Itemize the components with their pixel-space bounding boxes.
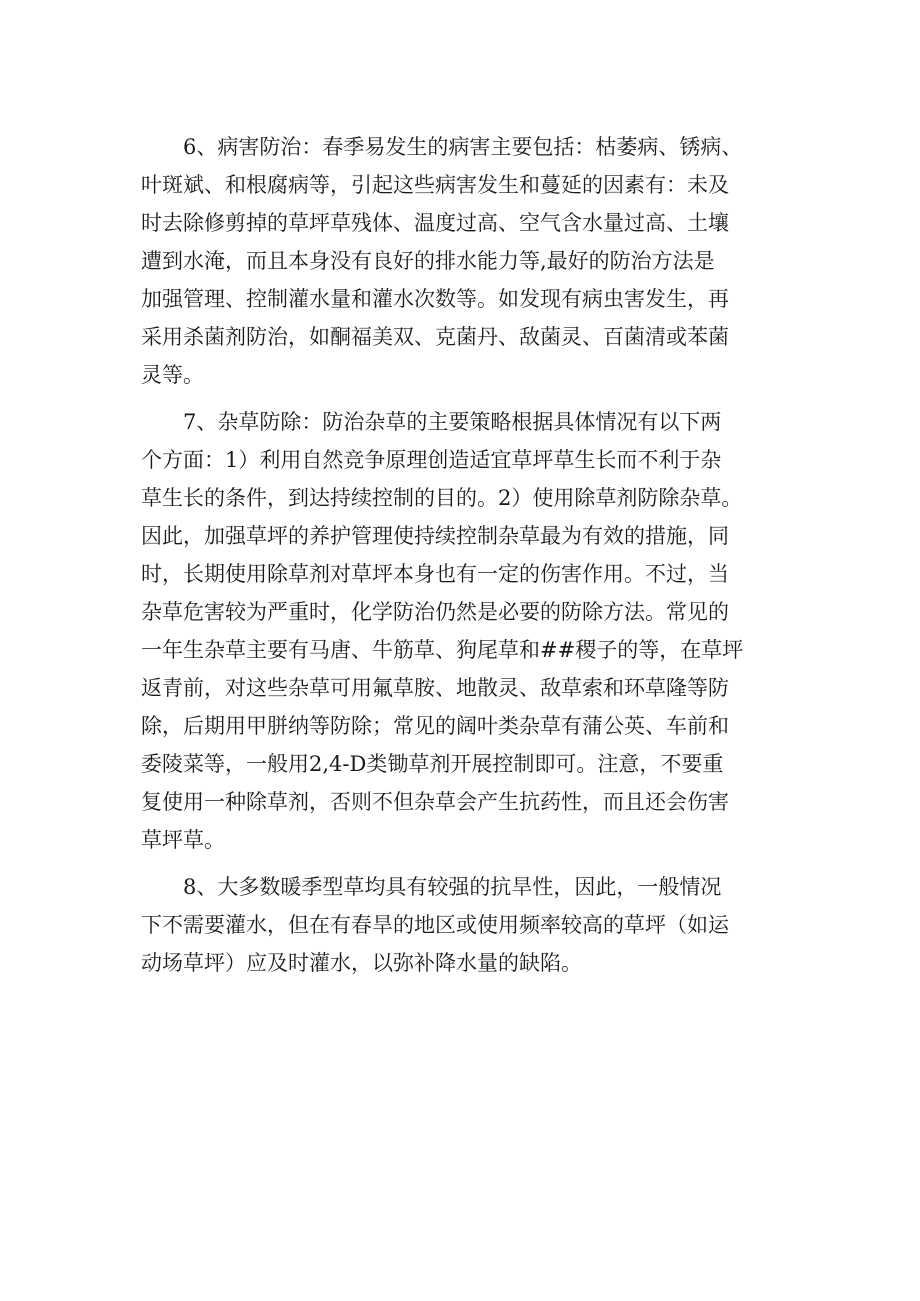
paragraph-line: 个方面：1）利用自然竞争原理创造适宜草坪草生长而不利于杂 — [141, 448, 722, 472]
paragraph-line: 因此，加强草坪的养护管理使持续控制杂草最为有效的措施，同 — [141, 524, 729, 548]
paragraph-line: 加强管理、控制灌水量和灌水次数等。如发现有病虫害发生，再 — [141, 287, 729, 311]
paragraph-weed-control — [141, 403, 791, 859]
paragraph-line: 下不需要灌水，但在有春旱的地区或使用频率较高的草坪（如运 — [141, 913, 729, 937]
paragraph-line: 时，长期使用除草剂对草坪本身也有一定的伤害作用。不过，当 — [141, 562, 729, 586]
paragraph-line: 叶斑斌、和根腐病等，引起这些病害发生和蔓延的因素有：未及 — [141, 173, 729, 197]
paragraph-line: 灵等。 — [141, 363, 204, 387]
paragraph-drought-irrigation — [141, 868, 791, 982]
paragraph-line: 杂草危害较为严重时，化学防治仍然是必要的防除方法。常见的 — [141, 600, 729, 624]
paragraph-line: 除，后期用甲胼纳等防除；常见的阔叶类杂草有蒲公英、车前和 — [141, 714, 729, 738]
paragraph-line: 草坪草。 — [141, 828, 225, 852]
paragraph-line: 采用杀菌剂防治，如酮福美双、克菌丹、敌菌灵、百菌清或苯菌 — [141, 325, 729, 349]
paragraph-line: 8、大多数暖季型草均具有较强的抗旱性，因此，一般情况 — [183, 875, 722, 899]
paragraph-line: 一年生杂草主要有马唐、牛筋草、狗尾草和##稷子的等，在草坪 — [141, 638, 744, 662]
paragraph-line: 6、病害防治：春季易发生的病害主要包括：枯萎病、锈病、 — [183, 135, 743, 159]
paragraph-line: 7、杂草防除：防治杂草的主要策略根据具体情况有以下两 — [183, 410, 722, 434]
document-page — [141, 128, 791, 982]
paragraph-line: 时去除修剪掉的草坪草残体、温度过高、空气含水量过高、土壤 — [141, 211, 729, 235]
paragraph-line: 遭到水淹，而且本身没有良好的排水能力等,最好的防治方法是 — [141, 249, 715, 273]
paragraph-line: 草生长的条件，到达持续控制的目的。2）使用除草剂防除杂草。 — [141, 486, 743, 510]
paragraph-disease-control — [141, 128, 791, 394]
paragraph-line: 动场草坪）应及时灌水，以弥补降水量的缺陷。 — [141, 951, 582, 975]
paragraph-line: 复使用一种除草剂，否则不但杂草会产生抗药性，而且还会伤害 — [141, 790, 729, 814]
paragraph-line: 委陵菜等，一般用2,4-D类锄草剂开展控制即可。注意，不要重 — [141, 752, 724, 776]
paragraph-line: 返青前，对这些杂草可用氟草胺、地散灵、敌草索和环草隆等防 — [141, 676, 729, 700]
